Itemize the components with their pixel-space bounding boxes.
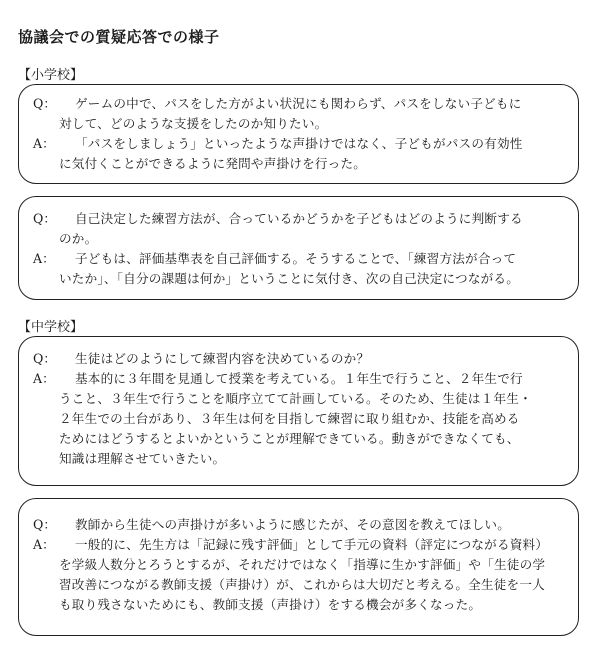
qa-box: [18, 196, 579, 300]
question-line: 教師から生徒への声掛けが多いように感じたが、その意図を教えてほしい。: [75, 517, 510, 532]
answer-line: ２年生での土台があり、３年生は何を目指して練習に取り組むか、技能を高める: [59, 411, 520, 426]
question-line: のか。: [59, 231, 98, 246]
answer-line: 習改善につながる教師支援（声掛け）が、これからは大切だと考える。全生徒を一人: [59, 577, 545, 592]
answer-line: も取り残さないためにも、教師支援（声掛け）をする機会が多くなった。: [59, 597, 482, 612]
answer-line: 一般的に、先生方は「記録に残す評価」として手元の資料（評定につながる資料）: [75, 537, 549, 552]
qa-box: [18, 84, 579, 184]
answer-line: いたか」、「自分の課題は何か」ということに気付き、次の自己決定につながる。: [59, 271, 520, 286]
question-line: 生徒はどのようにして練習内容を決めているのか？: [75, 351, 370, 366]
answer-line: 知識は理解させていきたい。: [59, 451, 226, 466]
answer-line: うこと、３年生で行うことを順序立てて計画している。そのため、生徒は１年生・: [59, 391, 532, 406]
question-line: 対して、どのような支援をしたのか知りたい。: [59, 116, 328, 131]
answer-tag: A：: [33, 537, 55, 552]
answer-tag: A：: [33, 371, 55, 386]
answer-line: 基本的に３年間を見通して授業を考えている。１年生で行うこと、２年生で行: [75, 371, 523, 386]
question-tag: Q：: [33, 351, 56, 366]
section-label-junior-high: 【中学校】: [18, 320, 84, 335]
question-line: 自己決定した練習方法が、合っているかどうかを子どもはどのように判断する: [75, 211, 523, 226]
answer-line: を学級人数分とろうとするが、それだけではなく「指導に生かす評価」や「生徒の学: [59, 557, 546, 572]
qa-box: [18, 336, 579, 486]
qa-box: [18, 498, 579, 636]
answer-tag: A：: [33, 136, 55, 151]
answer-line: 「パスをしましょう」といったような声掛けではなく、子どもがパスの有効性: [75, 136, 523, 151]
page-title: 協議会での質疑応答での様子: [18, 28, 220, 46]
question-tag: Q：: [33, 96, 56, 111]
answer-line: 子どもは、評価基準表を自己評価する。そうすることで、「練習方法が合って: [75, 251, 517, 266]
question-tag: Q：: [33, 517, 56, 532]
answer-line: に気付くことができるように発問や声掛けを行った。: [59, 156, 367, 171]
section-label-elementary: 【小学校】: [18, 68, 84, 83]
question-tag: Q：: [33, 211, 56, 226]
answer-line: ためにはどうするとよいかということが理解できている。動きができなくても、: [59, 431, 520, 446]
answer-tag: A：: [33, 251, 55, 266]
question-line: ゲームの中で、パスをした方がよい状況にも関わらず、パスをしない子どもに: [75, 96, 522, 111]
